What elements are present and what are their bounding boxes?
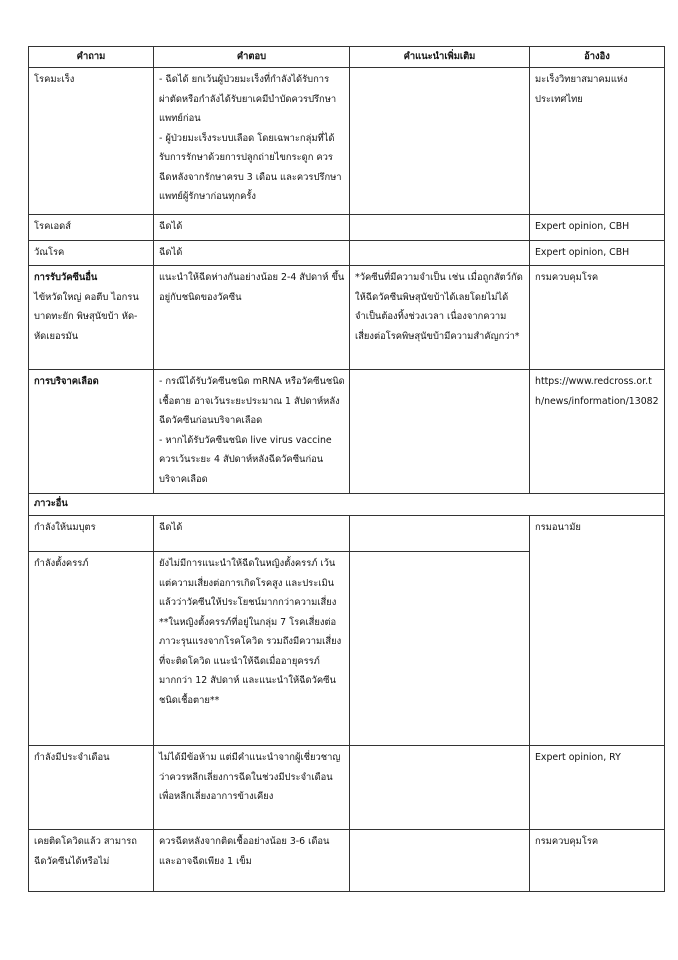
answer-blood-donation [154, 370, 350, 494]
question-breastfeeding: กำลังให้นมบุตร [29, 516, 154, 552]
table-row [29, 516, 665, 552]
table-header-row [29, 47, 665, 68]
question-other-vaccine-title: การรับวัคซีนอื่น [34, 272, 98, 283]
reference-covid-history: กรมควบคุมโรค [530, 830, 665, 892]
answer-other-vaccine: แนะนำให้ฉีดห่างกันอย่างน้อย 2-4 สัปดาห์ ขึ้นอยู่กับชนิดของวัคซีน [154, 266, 350, 370]
answer-hiv: ฉีดได้ [154, 215, 350, 241]
question-hiv: โรคเอดส์ [29, 215, 154, 241]
question-menstruation: กำลังมีประจำเดือน [29, 746, 154, 830]
advice-menstruation [350, 746, 530, 830]
reference-tb: Expert opinion, CBH [530, 240, 665, 266]
answer-covid-history: ควรฉีดหลังจากติดเชื้ออย่างน้อย 3-6 เดือน และอาจฉีดเพียง 1 เข็ม [154, 830, 350, 892]
section-row-other-conditions [29, 494, 665, 516]
answer-breastfeeding: ฉีดได้ [154, 516, 350, 552]
reference-blood-donation: https://www.redcross.or.th/news/information/13082 [530, 370, 665, 494]
table-row [29, 746, 665, 830]
advice-tb [350, 240, 530, 266]
answer-cancer-line-2: - ผู้ป่วยมะเร็งระบบเลือด โดยเฉพาะกลุ่มที่ได้รับการรักษาด้วยการปลูกถ่ายไขกระดูก ควรฉีดหลังจากรักษาครบ 3 เดือน และควรปรึกษาแพทย์ผู้รักษาก่อนทุกครั้ง [159, 132, 342, 202]
answer-pregnancy: ยังไม่มีการแนะนำให้ฉีดในหญิงตั้งครรภ์ เว้นแต่ความเสี่ยงต่อการเกิดโรคสูง และประเมินแล้วว่าวัคซีนให้ประโยชน์มากกว่าความเสี่ยง **ในหญิงตั้งครรภ์ที่อยู่ในกลุ่ม 7 โรคเสี่ยงต่อภาวะรุนแรงจากโรคโควิด รวมถึงมีความเสี่ยงที่จะติดโควิด แนะนำให้ฉีดเมื่ออายุครรภ์มากกว่า 12 สัปดาห์ และแนะนำให้ฉีดวัคซีนชนิดเชื้อตาย** [154, 552, 350, 746]
answer-cancer-line-1: - ฉีดได้ ยกเว้นผู้ป่วยมะเร็งที่กำลังได้รับการผ่าตัดหรือกำลังได้รับยาเคมีบำบัดควรปรึกษาแพทย์ก่อน [159, 74, 337, 124]
section-title-other-conditions: ภาวะอื่น [29, 494, 665, 516]
question-cancer: โรคมะเร็ง [29, 68, 154, 215]
reference-breastfeeding-pregnancy: กรมอนามัย [530, 516, 665, 746]
advice-breastfeeding [350, 516, 530, 552]
vaccine-faq-table [28, 46, 665, 892]
reference-other-vaccine: กรมควบคุมโรค [530, 266, 665, 370]
answer-tb: ฉีดได้ [154, 240, 350, 266]
header-advice: คำแนะนำเพิ่มเติม [350, 47, 530, 68]
question-covid-history: เคยติดโควิดแล้ว สามารถฉีดวัคซีนได้หรือไม่ [29, 830, 154, 892]
question-other-vaccine-detail: ไข้หวัดใหญ่ คอตีบ ไอกรน บาดทะยัก พิษสุนัขบ้า หัด-หัดเยอรมัน [34, 291, 139, 342]
answer-blood-donation-line-2: - หากได้รับวัคซีนชนิด live virus vaccine ควรเว้นระยะ 4 สัปดาห์หลังฉีดวัคซีนก่อนบริจาคเลือด [159, 434, 332, 485]
table-row [29, 215, 665, 241]
reference-cancer: มะเร็งวิทยาสมาคมแห่งประเทศไทย [530, 68, 665, 215]
question-tb: วัณโรค [29, 240, 154, 266]
advice-other-vaccine: *วัคซีนที่มีความจำเป็น เช่น เมื่อถูกสัตว์กัดให้ฉีดวัคซีนพิษสุนัขบ้าได้เลยโดยไม่ได้จำเป็นต้องทิ้งช่วงเวลา เนื่องจากความเสี่ยงต่อโรคพิษสุนัขบ้ามีความสำคัญกว่า* [350, 266, 530, 370]
question-other-vaccine [29, 266, 154, 370]
table-row [29, 830, 665, 892]
header-answer: คำตอบ [154, 47, 350, 68]
reference-hiv: Expert opinion, CBH [530, 215, 665, 241]
answer-menstruation: ไม่ได้มีข้อห้าม แต่มีคำแนะนำจากผู้เชี่ยวชาญว่าควรหลีกเลี่ยงการฉีดในช่วงมีประจำเดือนเพื่อหลีกเลี่ยงอาการข้างเคียง [154, 746, 350, 830]
reference-menstruation: Expert opinion, RY [530, 746, 665, 830]
header-reference: อ้างอิง [530, 47, 665, 68]
answer-blood-donation-line-1: - กรณีได้รับวัคซีนชนิด mRNA หรือวัคซีนชนิดเชื้อตาย อาจเว้นระยะประมาณ 1 สัปดาห์หลังฉีดวัคซีนก่อนบริจาคเลือด [159, 376, 345, 426]
advice-cancer [350, 68, 530, 215]
header-question: คำถาม [29, 47, 154, 68]
advice-covid-history [350, 830, 530, 892]
table-row [29, 240, 665, 266]
question-blood-donation: การบริจาคเลือด [29, 370, 154, 494]
advice-hiv [350, 215, 530, 241]
advice-pregnancy [350, 552, 530, 746]
table-row [29, 68, 665, 215]
question-pregnancy: กำลังตั้งครรภ์ [29, 552, 154, 746]
vaccine-faq-document [28, 46, 664, 892]
table-row [29, 370, 665, 494]
table-row [29, 266, 665, 370]
advice-blood-donation [350, 370, 530, 494]
answer-cancer [154, 68, 350, 215]
